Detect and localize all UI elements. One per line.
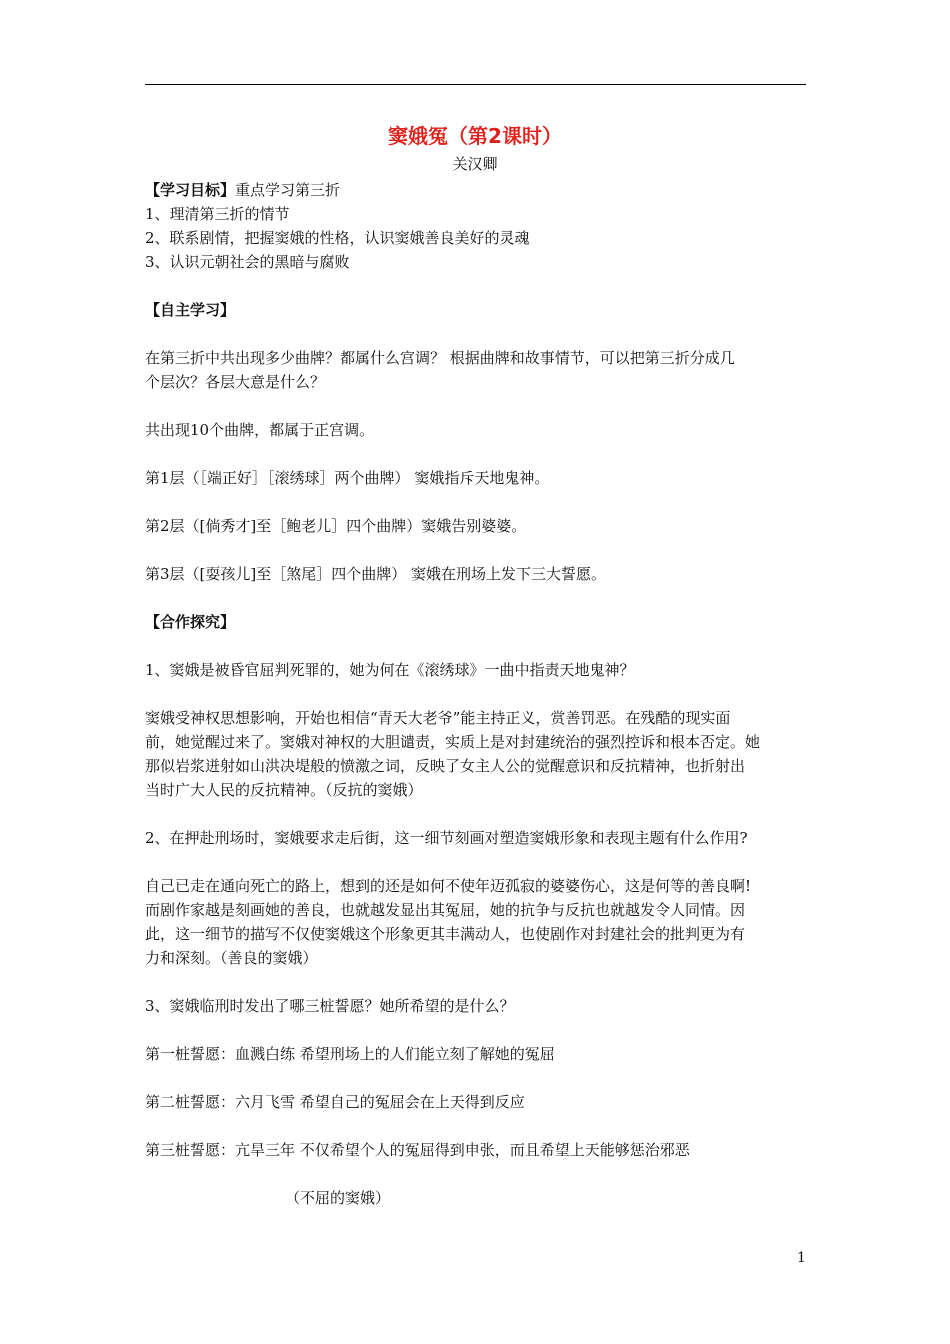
goals-heading: 【学习目标】: [145, 181, 236, 199]
layer-item: 第2层（[倘秀才]至［鲍老儿］四个曲牌）窦娥告别婆婆。: [145, 517, 527, 535]
goals-line: [145, 178, 815, 202]
answer-2-line: 此，这一细节的描写不仅使窦娥这个形象更其丰满动人，也使剧作对封建社会的批判更为有: [145, 925, 746, 943]
vow-item: 第一桩誓愿：血溅白练 希望刑场上的人们能立刻了解她的冤屈: [145, 1045, 555, 1063]
page-number: 1: [797, 1250, 806, 1266]
question-2: 2、在押赴刑场时，窦娥要求走后街，这一细节刻画对塑造窦娥形象和表现主题有什么作用?: [145, 829, 748, 847]
goal-item: 1、理清第三折的情节: [145, 205, 290, 223]
coop-heading: 【合作探究】: [145, 613, 236, 631]
answer-2-line: 而剧作家越是刻画她的善良，也就越发显出其冤屈，她的抗争与反抗也就越发令人同情。因: [145, 901, 746, 919]
page-title: 窦娥冤（第2课时）: [388, 124, 562, 148]
question-3: 3、窦娥临刑时发出了哪三桩誓愿？她所希望的是什么？: [145, 997, 515, 1015]
layer-item: 第3层（[耍孩儿]至［煞尾］四个曲牌） 窦娥在刑场上发下三大誓愿。: [145, 565, 607, 583]
answer-1-line: 那似岩浆迸射如山洪决堤般的愤激之词，反映了女主人公的觉醒意识和反抗精神，也折射出: [145, 757, 746, 775]
self-study-question: 在第三折中共出现多少曲牌？都属什么宫调？ 根据曲牌和故事情节，可以把第三折分成几: [145, 349, 735, 367]
goals-lead: 重点学习第三折: [235, 181, 341, 199]
self-study-question: 个层次？各层大意是什么？: [145, 373, 326, 391]
question-1: 1、窦娥是被昏官屈判死罪的，她为何在《滚绣球》一曲中指责天地鬼神？: [145, 661, 635, 679]
goal-item: 3、认识元朝社会的黑暗与腐败: [145, 253, 350, 271]
answer-1-line: 当时广大人民的反抗精神。（反抗的窦娥）: [145, 781, 423, 799]
vow-item: 第二桩誓愿：六月飞雪 希望自己的冤屈会在上天得到反应: [145, 1093, 525, 1111]
self-study-answer: 共出现10个曲牌，都属于正宫调。: [145, 421, 375, 439]
answer-2-line: 力和深刻。（善良的窦娥）: [145, 949, 318, 967]
layer-item: 第1层（［端正好］［滚绣球］两个曲牌） 窦娥指斥天地鬼神。: [145, 469, 550, 487]
header-rule: [145, 84, 806, 85]
answer-1-line: 前，她觉醒过来了。窦娥对神权的大胆谴责，实质上是对封建统治的强烈控诉和根本否定。她: [145, 733, 761, 751]
goal-item: 2、联系剧情，把握窦娥的性格，认识窦娥善良美好的灵魂: [145, 229, 530, 247]
closing-note: （不屈的窦娥）: [285, 1189, 391, 1207]
vow-item: 第三桩誓愿：亢旱三年 不仅希望个人的冤屈得到申张，而且希望上天能够惩治邪恶: [145, 1141, 690, 1159]
author: 关汉卿: [452, 155, 498, 173]
answer-1-line: 窦娥受神权思想影响，开始也相信“青天大老爷”能主持正义，赏善罚恶。在残酷的现实面: [145, 709, 731, 727]
self-study-heading: 【自主学习】: [145, 301, 236, 319]
answer-2-line: 自己已走在通向死亡的路上，想到的还是如何不使年迈孤寂的婆婆伤心，这是何等的善良啊!: [145, 877, 752, 895]
